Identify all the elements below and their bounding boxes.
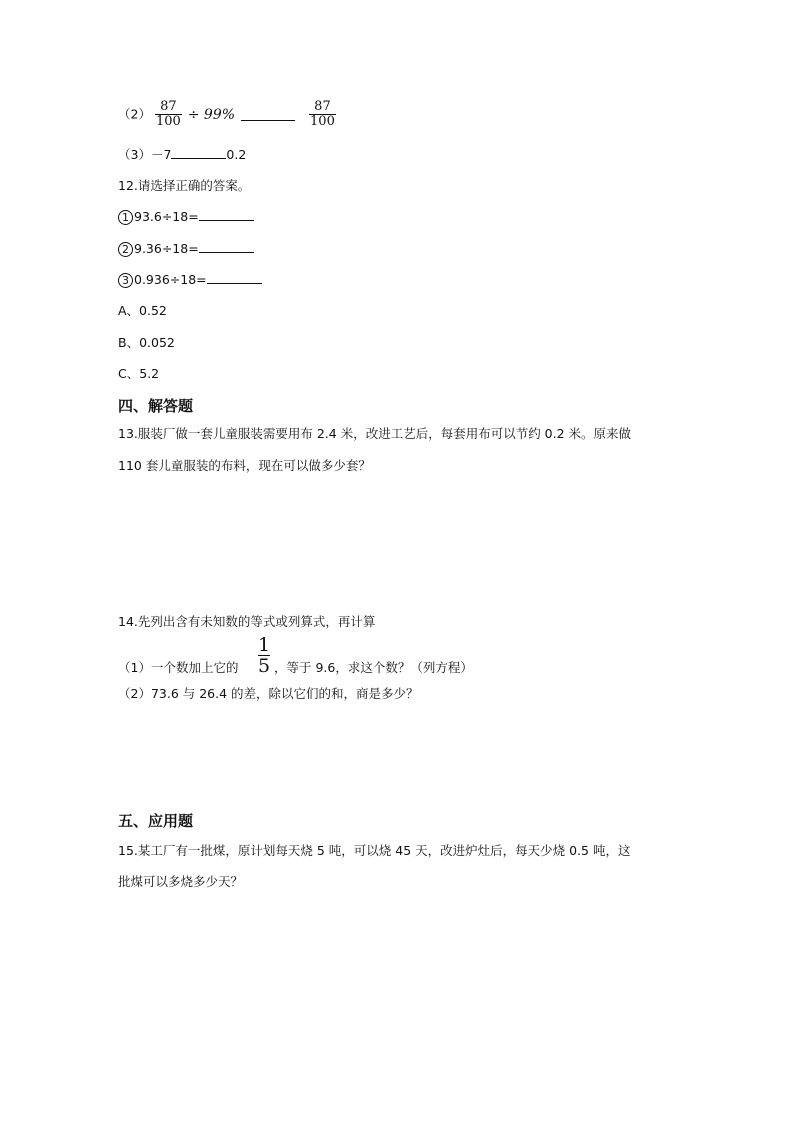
q12-expression: 0.936÷18= [134,272,207,287]
q12-expression: 93.6÷18= [134,209,199,224]
q11-2-line [118,100,336,129]
answer-blank[interactable] [207,271,262,284]
answer-blank[interactable] [171,146,226,159]
circled-number: 2 [118,242,133,257]
answer-blank[interactable] [199,208,254,221]
q12-option-b: B、0.052 [118,335,175,350]
q12-row-3 [118,271,262,288]
q11-2-left-fraction [155,100,182,129]
circled-number: 1 [118,210,133,225]
q12-row-1 [118,208,254,225]
q15-line-1: 15.某工厂有一批煤，原计划每天烧 5 吨，可以烧 45 天，改进炉灶后，每天少烧 0.5 吨，这 [118,843,631,858]
section-5-heading: 五、应用题 [118,812,194,830]
q12-expression: 9.36÷18= [134,241,199,256]
q13-line-2: 110 套儿童服装的布料，现在可以做多少套？ [118,458,371,473]
q12-row-2 [118,240,254,257]
q15-line-2: 批煤可以多烧多少天？ [118,874,244,889]
q12-option-a: A、0.52 [118,303,167,318]
q14-sub1-after: ，等于 9.6，求这个数？（列方程） [274,660,473,675]
fraction-denominator: 100 [155,114,181,129]
answer-blank[interactable] [199,240,254,253]
q12-title: 12.请选择正确的答案。 [118,178,251,193]
section-4-heading: 四、解答题 [118,397,194,415]
q11-2-label: （2） [118,106,151,122]
fraction-numerator: 1 [258,634,271,656]
fraction-denominator: 5 [258,655,271,677]
q12-option-c: C、5.2 [118,366,160,381]
q14-sub1-before: （1）一个数加上它的 [118,660,239,675]
answer-blank[interactable] [241,108,295,121]
q11-3-left: －7 [150,147,172,162]
q11-3-label: （3） [118,147,151,162]
q11-2-operator: ÷ 99% [187,106,236,123]
q11-2-right-fraction [309,100,336,129]
q11-3-line [118,146,246,163]
q14-fraction [258,635,270,676]
q13-line-1: 13.服装厂做一套儿童服装需要用布 2.4 米，改进工艺后，每套用布可以节约 0.2 米。原来做 [118,426,632,441]
q11-3-right: 0.2 [226,147,247,162]
fraction-numerator: 87 [160,99,177,114]
q14-title: 14.先列出含有未知数的等式或列算式，再计算 [118,614,376,629]
q14-sub2: （2）73.6 与 26.4 的差，除以它们的和，商是多少？ [118,686,419,701]
fraction-denominator: 100 [310,114,335,129]
circled-number: 3 [118,273,133,288]
fraction-numerator: 87 [314,99,331,114]
